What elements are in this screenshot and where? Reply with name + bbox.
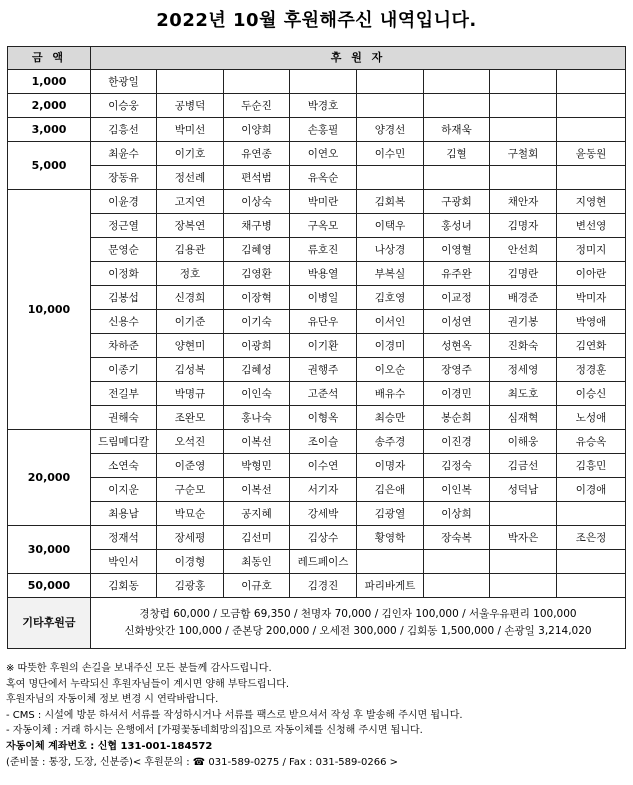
donor-cell: 김정숙 — [424, 454, 490, 478]
amount-cell: 2,000 — [8, 94, 91, 118]
donor-cell: 이인복 — [424, 478, 490, 502]
donor-cell: 이상숙 — [224, 190, 290, 214]
donor-cell: 이승웅 — [91, 94, 157, 118]
thanks-note: ※ 따뜻한 후원의 손길을 보내주신 모든 분들께 감사드립니다. — [6, 663, 272, 674]
donor-cell — [424, 574, 490, 598]
donor-cell: 이복선 — [224, 430, 290, 454]
donor-cell: 파리바게트 — [357, 574, 424, 598]
donor-cell: 채구병 — [224, 214, 290, 238]
donor-cell: 이승신 — [557, 382, 626, 406]
donor-cell: 김흥민 — [557, 454, 626, 478]
table-row — [8, 118, 626, 142]
donor-cell: 노성애 — [557, 406, 626, 430]
donor-cell — [557, 550, 626, 574]
donor-cell — [357, 70, 424, 94]
donor-cell: 이기준 — [157, 310, 224, 334]
donor-cell: 배경준 — [490, 286, 557, 310]
donor-cell: 장영주 — [424, 358, 490, 382]
donor-cell: 이성연 — [424, 310, 490, 334]
donor-cell: 이병일 — [290, 286, 357, 310]
table-row — [8, 550, 626, 574]
table-row — [8, 166, 626, 190]
donor-cell: 배유수 — [357, 382, 424, 406]
cms-note: - CMS : 시설에 방문 하셔서 서류를 작성하시거나 서류를 팩스로 받으셔서 작성 후 발송해 주시면 됩니다. — [6, 709, 463, 721]
donor-cell: 유승옥 — [557, 430, 626, 454]
other-donations-list — [91, 598, 626, 649]
donor-cell: 구옥모 — [290, 214, 357, 238]
donor-cell: 권행주 — [290, 358, 357, 382]
donor-cell: 강세박 — [290, 502, 357, 526]
donor-cell: 이복선 — [224, 478, 290, 502]
donor-cell: 김명자 — [490, 214, 557, 238]
donor-cell: 이택우 — [357, 214, 424, 238]
table-row — [8, 502, 626, 526]
donor-cell — [424, 70, 490, 94]
donor-cell: 조은정 — [557, 526, 626, 550]
donor-cell: 김호영 — [357, 286, 424, 310]
donor-cell: 레드페이스 — [290, 550, 357, 574]
donor-cell: 이기호 — [157, 142, 224, 166]
table-row — [8, 142, 626, 166]
donor-cell: 김흥선 — [91, 118, 157, 142]
table-row — [8, 94, 626, 118]
donor-cell: 김은애 — [357, 478, 424, 502]
table-row — [8, 454, 626, 478]
donor-cell: 이아란 — [557, 262, 626, 286]
donor-cell: 김봉섭 — [91, 286, 157, 310]
donor-cell: 정선례 — [157, 166, 224, 190]
donor-cell: 박명규 — [157, 382, 224, 406]
donor-cell: 이장혁 — [224, 286, 290, 310]
table-row — [8, 406, 626, 430]
table-row — [8, 526, 626, 550]
donor-cell: 정재석 — [91, 526, 157, 550]
donor-cell: 이경형 — [157, 550, 224, 574]
docs-prefix: (준비물 : 통장, 도장, 신분증)< 후원문의 : — [6, 756, 193, 768]
donor-cell: 이기숙 — [224, 310, 290, 334]
table-row — [8, 190, 626, 214]
table-row — [8, 358, 626, 382]
donor-cell: 최윤수 — [91, 142, 157, 166]
amount-cell: 5,000 — [8, 142, 91, 190]
donor-cell — [357, 550, 424, 574]
donor-cell: 김혜영 — [224, 238, 290, 262]
donor-cell: 전길부 — [91, 382, 157, 406]
donor-cell: 김용관 — [157, 238, 224, 262]
phone-icon: ☎ — [192, 756, 206, 768]
donor-cell: 이양희 — [224, 118, 290, 142]
donor-cell: 소연숙 — [91, 454, 157, 478]
donor-cell: 김연화 — [557, 334, 626, 358]
other-donations-line: 신화방앗간 100,000 / 준본당 200,000 / 오세전 300,000 / 김회동 1,500,000 / 손광일 3,214,020 — [124, 625, 592, 637]
donor-cell — [424, 94, 490, 118]
donor-cell: 송주경 — [357, 430, 424, 454]
donor-cell: 황영학 — [357, 526, 424, 550]
donor-cell: 편석범 — [224, 166, 290, 190]
donor-cell: 권기봉 — [490, 310, 557, 334]
table-row — [8, 334, 626, 358]
donor-cell: 이윤경 — [91, 190, 157, 214]
donor-cell: 김회동 — [91, 574, 157, 598]
donor-cell: 최동인 — [224, 550, 290, 574]
donor-cell: 유옥순 — [290, 166, 357, 190]
donor-cell — [424, 550, 490, 574]
donor-cell: 신경희 — [157, 286, 224, 310]
autopay-note: - 자동이체 : 거래 하시는 은행에서 [가평꽃동네희망의집]으로 자동이체를 신청해 주시면 됩니다. — [6, 725, 423, 737]
amount-cell: 50,000 — [8, 574, 91, 598]
donor-cell: 서기자 — [290, 478, 357, 502]
table-header-row — [8, 47, 626, 70]
donor-cell: 이준영 — [157, 454, 224, 478]
donor-cell: 박용열 — [290, 262, 357, 286]
donor-cell — [357, 94, 424, 118]
amount-cell: 10,000 — [8, 190, 91, 430]
amount-cell: 1,000 — [8, 70, 91, 94]
donor-cell: 정경훈 — [557, 358, 626, 382]
donor-cell: 최용남 — [91, 502, 157, 526]
donor-cell: 이진경 — [424, 430, 490, 454]
donor-cell: 성덕남 — [490, 478, 557, 502]
donor-cell: 최승만 — [357, 406, 424, 430]
donor-cell: 안선희 — [490, 238, 557, 262]
donor-cell — [157, 70, 224, 94]
donor-cell: 이경미 — [357, 334, 424, 358]
donor-cell: 구순모 — [157, 478, 224, 502]
donor-cell: 김선미 — [224, 526, 290, 550]
donor-cell: 고지연 — [157, 190, 224, 214]
donor-cell — [557, 166, 626, 190]
donor-cell: 공병덕 — [157, 94, 224, 118]
donor-cell: 권해숙 — [91, 406, 157, 430]
donor-cell: 양현미 — [157, 334, 224, 358]
donor-cell: 이경애 — [557, 478, 626, 502]
contact-line — [6, 755, 631, 771]
donor-cell: 유연종 — [224, 142, 290, 166]
donor-cell: 김혈 — [424, 142, 490, 166]
donor-cell: 박미자 — [557, 286, 626, 310]
donor-cell: 윤동원 — [557, 142, 626, 166]
docs-suffix: 031-589-0275 / Fax : 031-589-0266 > — [205, 756, 398, 768]
donor-cell: 이형옥 — [290, 406, 357, 430]
donor-cell: 김명란 — [490, 262, 557, 286]
donor-cell: 이서인 — [357, 310, 424, 334]
donor-cell: 고준석 — [290, 382, 357, 406]
donor-cell: 이수민 — [357, 142, 424, 166]
donor-cell: 이상희 — [424, 502, 490, 526]
donor-cell: 이인숙 — [224, 382, 290, 406]
donor-cell: 유주완 — [424, 262, 490, 286]
donor-cell: 홍나숙 — [224, 406, 290, 430]
donor-cell: 박형민 — [224, 454, 290, 478]
donor-cell: 손홍필 — [290, 118, 357, 142]
donor-cell: 홍성녀 — [424, 214, 490, 238]
donor-cell: 김회복 — [357, 190, 424, 214]
donor-cell — [490, 94, 557, 118]
donor-cell: 정세영 — [490, 358, 557, 382]
donor-cell: 부복실 — [357, 262, 424, 286]
donor-cell: 구광회 — [424, 190, 490, 214]
donor-cell: 김금선 — [490, 454, 557, 478]
donor-cell — [490, 70, 557, 94]
donor-cell: 변선영 — [557, 214, 626, 238]
donor-cell: 이광희 — [224, 334, 290, 358]
donor-cell: 이종기 — [91, 358, 157, 382]
donor-cell: 한광일 — [91, 70, 157, 94]
donor-cell: 정호 — [157, 262, 224, 286]
donor-table — [7, 46, 626, 649]
donor-cell — [490, 502, 557, 526]
donor-cell: 심재혁 — [490, 406, 557, 430]
donor-cell: 이규호 — [224, 574, 290, 598]
donor-cell: 김상수 — [290, 526, 357, 550]
amount-cell: 20,000 — [8, 430, 91, 526]
other-donations-row — [8, 598, 626, 649]
account-note: 자동이체 계좌번호 : 신협 131-001-184572 — [6, 740, 213, 752]
donor-cell: 이영혈 — [424, 238, 490, 262]
donor-cell: 장세평 — [157, 526, 224, 550]
donor-cell — [357, 166, 424, 190]
donor-cell: 유단우 — [290, 310, 357, 334]
donor-cell: 박경호 — [290, 94, 357, 118]
donor-cell: 정미지 — [557, 238, 626, 262]
donor-cell: 김성복 — [157, 358, 224, 382]
donor-cell: 조완모 — [157, 406, 224, 430]
table-row — [8, 310, 626, 334]
donor-cell: 이기환 — [290, 334, 357, 358]
donor-cell: 공지혜 — [224, 502, 290, 526]
donor-cell — [490, 166, 557, 190]
donor-cell: 성현옥 — [424, 334, 490, 358]
donor-cell: 김영환 — [224, 262, 290, 286]
donor-cell: 박미란 — [290, 190, 357, 214]
table-row — [8, 382, 626, 406]
amount-header: 금 액 — [8, 47, 91, 70]
donor-cell: 이수연 — [290, 454, 357, 478]
donor-cell: 박자은 — [490, 526, 557, 550]
donor-cell: 나상경 — [357, 238, 424, 262]
table-row — [8, 238, 626, 262]
donor-cell: 김경진 — [290, 574, 357, 598]
donor-cell: 구철회 — [490, 142, 557, 166]
donor-cell: 장숙복 — [424, 526, 490, 550]
donor-cell — [557, 94, 626, 118]
donor-cell — [424, 166, 490, 190]
donor-cell: 이교정 — [424, 286, 490, 310]
donor-cell: 문영순 — [91, 238, 157, 262]
donor-cell: 이연오 — [290, 142, 357, 166]
donor-cell: 차하준 — [91, 334, 157, 358]
donor-cell: 장복연 — [157, 214, 224, 238]
donor-cell — [557, 118, 626, 142]
donors-header: 후 원 자 — [91, 47, 626, 70]
donor-cell: 채안자 — [490, 190, 557, 214]
donor-cell: 김광열 — [357, 502, 424, 526]
other-donations-label: 기타후원금 — [8, 598, 91, 649]
table-row — [8, 70, 626, 94]
donor-cell: 조이슬 — [290, 430, 357, 454]
donor-cell: 이해웅 — [490, 430, 557, 454]
donor-cell: 이정화 — [91, 262, 157, 286]
contact-note: 후원자님의 자동이체 정보 변경 시 연락바랍니다. — [6, 694, 219, 706]
donor-cell — [490, 574, 557, 598]
donor-cell: 진화숙 — [490, 334, 557, 358]
table-row — [8, 430, 626, 454]
table-row — [8, 574, 626, 598]
page-title: 2022년 10월 후원해주신 내역입니다. — [156, 10, 477, 31]
donor-cell — [490, 118, 557, 142]
donor-cell: 두순진 — [224, 94, 290, 118]
amount-cell: 30,000 — [8, 526, 91, 574]
donor-cell — [290, 70, 357, 94]
donor-cell: 하재욱 — [424, 118, 490, 142]
amount-cell: 3,000 — [8, 118, 91, 142]
donor-cell: 박영애 — [557, 310, 626, 334]
donor-cell: 최도호 — [490, 382, 557, 406]
donor-cell: 이명자 — [357, 454, 424, 478]
donor-cell — [490, 550, 557, 574]
other-donations-line: 경창렵 60,000 / 모금함 69,350 / 천명자 70,000 / 김인자 100,000 / 서울우유편리 100,000 — [139, 608, 577, 620]
donor-cell: 이경민 — [424, 382, 490, 406]
donor-cell — [557, 70, 626, 94]
donor-cell: 정근열 — [91, 214, 157, 238]
donor-cell: 오석진 — [157, 430, 224, 454]
table-row — [8, 286, 626, 310]
table-row — [8, 214, 626, 238]
donor-cell — [224, 70, 290, 94]
table-row — [8, 262, 626, 286]
donor-cell: 드림메디칼 — [91, 430, 157, 454]
donor-cell: 류호진 — [290, 238, 357, 262]
donor-cell: 봉순희 — [424, 406, 490, 430]
donor-cell — [557, 502, 626, 526]
donor-cell: 양경선 — [357, 118, 424, 142]
donor-cell: 지영현 — [557, 190, 626, 214]
donor-cell: 이지운 — [91, 478, 157, 502]
donor-cell: 김혜성 — [224, 358, 290, 382]
donor-cell: 신용수 — [91, 310, 157, 334]
omission-note: 혹여 명단에서 누락되신 후원자님들이 계시면 양해 부탁드립니다. — [6, 678, 290, 690]
donor-cell: 김광홍 — [157, 574, 224, 598]
notes — [6, 661, 631, 770]
donor-cell: 박묘순 — [157, 502, 224, 526]
donor-cell: 이오순 — [357, 358, 424, 382]
donor-cell: 박미선 — [157, 118, 224, 142]
donor-cell — [557, 574, 626, 598]
donor-cell: 박인서 — [91, 550, 157, 574]
table-row — [8, 478, 626, 502]
donor-cell: 장동유 — [91, 166, 157, 190]
